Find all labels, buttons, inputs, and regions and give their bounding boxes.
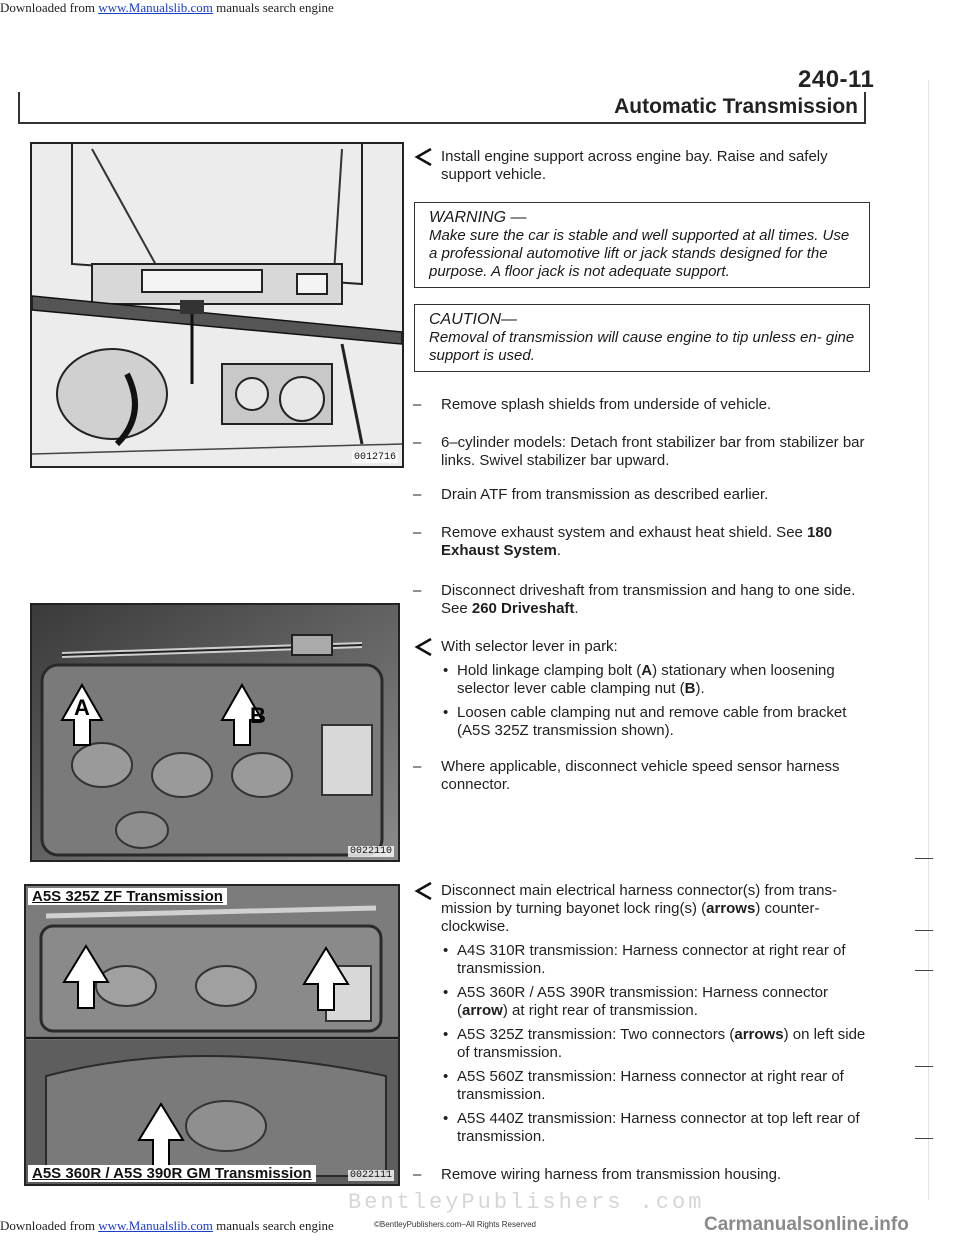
step-text: Drain ATF from transmission as described earlier. xyxy=(441,486,769,503)
step-selector-lever xyxy=(441,638,871,746)
left-arrow-icon xyxy=(413,146,435,168)
harness-connector-photo xyxy=(26,886,398,1184)
footer-download-line xyxy=(0,1218,334,1234)
step-text: Where applicable, disconnect vehicle speed sensor harness connector. xyxy=(441,758,840,793)
step-detach-stabilizer: – 6–cylinder models: Detach front stabilizer bar from stabilizer bar links. Swivel stabilizer bar upward. xyxy=(413,434,865,469)
step-remove-exhaust: – Remove exhaust system and exhaust heat shield. See 180 Exhaust System. xyxy=(413,524,833,559)
margin-tick xyxy=(915,1138,933,1139)
caution-text: Removal of transmission will cause engine to tip unless en- gine support is used. xyxy=(429,329,855,364)
bullet-list xyxy=(441,942,871,1146)
caution-heading: CAUTION— xyxy=(429,311,517,328)
banner-suffix: manuals search engine xyxy=(212,0,334,15)
warning-box xyxy=(414,202,870,288)
left-arrow-icon xyxy=(413,636,435,658)
margin-tick xyxy=(915,970,933,971)
list-item: • A5S 440Z transmission: Harness connector at top left rear of transmission. xyxy=(441,1110,871,1146)
figure-id: 0022111 xyxy=(349,1170,392,1181)
ref-driveshaft: 260 Driveshaft xyxy=(471,600,575,617)
callout-b: B xyxy=(250,703,266,728)
step-remove-wiring: – Remove wiring harness from transmission housing. xyxy=(413,1166,782,1183)
step-text: Remove wiring harness from transmission housing. xyxy=(441,1166,782,1183)
bentley-watermark: BentleyPublishers .com xyxy=(348,1190,705,1215)
step-text-end: . xyxy=(574,600,579,617)
step-text: Remove splash shields from underside of vehicle. xyxy=(441,396,772,413)
bullet-list xyxy=(441,662,871,740)
banner-prefix: Downloaded from xyxy=(0,0,99,15)
step-text: Disconnect driveshaft from transmission and hang to one side. See xyxy=(441,582,856,617)
step-text-end: ) counter- clockwise. xyxy=(441,900,820,935)
step-remove-splash-shields: – Remove splash shields from underside of vehicle. xyxy=(413,396,772,413)
copyright: ©BentleyPublishers.com–All Rights Reserved xyxy=(374,1220,536,1229)
left-arrow-icon xyxy=(413,880,435,902)
harness-connector-figure xyxy=(24,884,400,1186)
step-disconnect-driveshaft: – Disconnect driveshaft from transmission and hang to one side. See 260 Driveshaft. xyxy=(413,582,856,617)
page-number: 240-11 xyxy=(798,66,875,93)
step-speed-sensor: – Where applicable, disconnect vehicle speed sensor harness connector. xyxy=(413,758,840,793)
warning-heading: WARNING — xyxy=(429,209,527,226)
section-header-bar xyxy=(18,92,866,124)
footer-manualslib-link[interactable]: www.Manualslib.com xyxy=(98,1218,213,1233)
figure-id: 0022110 xyxy=(349,846,392,857)
step-text: Install engine support across engine bay. Raise and safely support vehicle. xyxy=(441,148,828,183)
list-item: • Loosen cable clamping nut and remove cable from bracket (A5S 325Z transmission shown). xyxy=(441,704,871,740)
carmanualsonline-logo: Carmanualsonline.info xyxy=(704,1214,909,1235)
step-text: Disconnect main electrical harness connector(s) from trans- mission by turning bayonet lock ring(s) ( xyxy=(441,882,837,917)
warning-text: Make sure the car is stable and well supported at all times. Use a professional automotive lift or jack stands designed for the purpose. A floor jack is not adequate support. xyxy=(429,227,850,280)
ref-exhaust-system: 180 Exhaust System xyxy=(441,524,833,559)
step-install-engine-support xyxy=(441,148,871,184)
caution-box xyxy=(414,304,870,372)
footer-suffix: manuals search engine xyxy=(212,1218,334,1233)
list-item: • A5S 360R / A5S 390R transmission: Harness connector (arrow) at right rear of transmission. xyxy=(441,984,871,1020)
margin-tick xyxy=(915,1066,933,1067)
step-drain-atf: – Drain ATF from transmission as described earlier. xyxy=(413,486,769,503)
step-text-end: . xyxy=(556,542,562,559)
download-banner xyxy=(0,0,334,16)
margin-tick xyxy=(915,858,933,859)
section-title: Automatic Transmission xyxy=(614,95,858,118)
selector-cable-photo xyxy=(32,605,398,860)
footer-prefix: Downloaded from xyxy=(0,1218,99,1233)
engine-support-figure xyxy=(30,142,404,468)
figure-caption-gm: A5S 360R / A5S 390R GM Transmission xyxy=(28,1165,316,1182)
list-item: • A4S 310R transmission: Harness connector at right rear of transmission. xyxy=(441,942,871,978)
arrows-ref: arrows xyxy=(706,900,756,917)
margin-line xyxy=(928,80,929,1200)
selector-cable-figure xyxy=(30,603,400,862)
margin-tick xyxy=(915,930,933,931)
list-item: • A5S 325Z transmission: Two connectors (arrows) on left side of transmission. xyxy=(441,1026,871,1062)
list-item: • Hold linkage clamping bolt (A) stationary when loosening selector lever cable clamping nut (B). xyxy=(441,662,871,698)
manualslib-link[interactable]: www.Manualslib.com xyxy=(98,0,213,15)
step-text: 6–cylinder models: Detach front stabilizer bar from stabilizer bar links. Swivel stabilizer bar upward. xyxy=(441,434,865,469)
figure-id: 0012716 xyxy=(353,452,396,463)
engine-support-illustration xyxy=(32,144,402,466)
step-text: Remove exhaust system and exhaust heat shield. See xyxy=(441,524,808,541)
step-text: With selector lever in park: xyxy=(441,638,618,655)
figure-caption-zf: A5S 325Z ZF Transmission xyxy=(28,888,227,905)
list-item: • A5S 560Z transmission: Harness connector at right rear of transmission. xyxy=(441,1068,871,1104)
callout-a: A xyxy=(74,695,90,720)
step-disconnect-harness xyxy=(441,882,871,1152)
